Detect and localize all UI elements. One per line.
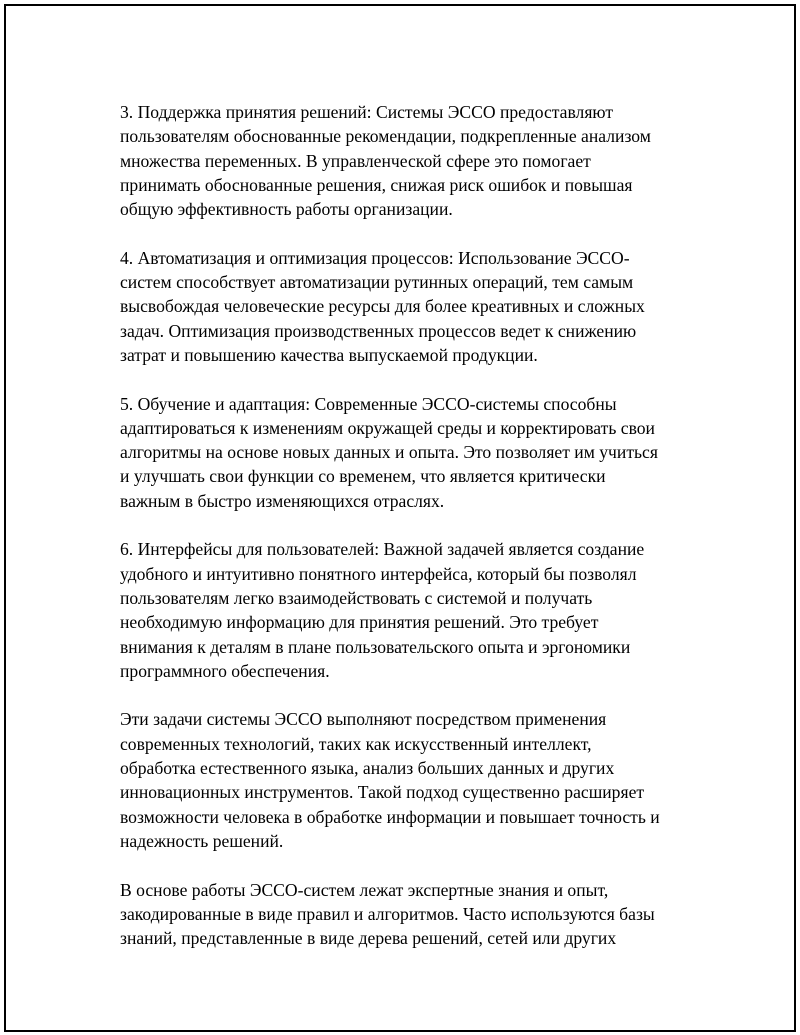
- text-line: знаний, представленные в виде дерева решений, сетей или других: [120, 928, 617, 949]
- text-line: внимания к деталям в плане пользовательского опыта и эргономики: [120, 636, 631, 657]
- text-line: инновационных инструментов. Такой подход существенно расширяет: [120, 782, 645, 803]
- paragraph-learning: [120, 392, 700, 513]
- text-line: обработка естественного языка, анализ больших данных и других: [120, 758, 615, 779]
- text-line: алгоритмы на основе новых данных и опыта. Это позволяет им учиться: [120, 442, 658, 463]
- text-line: адаптироваться к изменениям окружащей среды и корректировать свои: [120, 417, 655, 438]
- text-line: пользователям обоснованные рекомендации, подкрепленные анализом: [120, 126, 651, 147]
- text-line: удобного и интуитивно понятного интерфейса, который бы позволял: [120, 563, 637, 584]
- text-line: задач. Оптимизация производственных процессов ведет к снижению: [120, 320, 637, 341]
- text-line: принимать обоснованные решения, снижая риск ошибок и повышая: [120, 174, 633, 195]
- text-line: возможности человека в обработке информации и повышает точность и: [120, 806, 660, 827]
- text-line: 6. Интерфейсы для пользователей: Важной задачей является создание: [120, 539, 645, 560]
- text-line: множества переменных. В управленческой сфере это помогает: [120, 150, 591, 171]
- document-body: [120, 100, 700, 975]
- text-line: закодированные в виде правил и алгоритмов. Часто используются базы: [120, 903, 655, 924]
- paragraph-decision-support: [120, 100, 700, 221]
- text-line: надежность решений.: [120, 830, 284, 851]
- text-line: 4. Автоматизация и оптимизация процессов: Использование ЭССО-: [120, 247, 630, 268]
- text-line: необходимую информацию для принятия решений. Это требует: [120, 612, 599, 633]
- text-line: 3. Поддержка принятия решений: Системы ЭССО предоставляют: [120, 102, 614, 122]
- paragraph-interfaces: [120, 537, 700, 683]
- text-line: пользователям легко взаимодействовать с системой и получать: [120, 587, 593, 608]
- text-line: и улучшать свои функции со временем, что является критически: [120, 466, 606, 487]
- paragraph-expert-knowledge: [120, 878, 700, 951]
- paragraph-technologies: [120, 707, 700, 853]
- page-frame: [4, 4, 796, 1032]
- text-line: Эти задачи системы ЭССО выполняют посредством применения: [120, 709, 607, 730]
- text-line: современных технологий, таких как искусственный интеллект,: [120, 733, 592, 754]
- text-line: систем способствует автоматизации рутинных операций, тем самым: [120, 272, 634, 293]
- text-line: общую эффективность работы организации.: [120, 199, 453, 220]
- text-line: программного обеспечения.: [120, 660, 330, 681]
- paragraph-automation: [120, 246, 700, 367]
- text-line: В основе работы ЭССО-систем лежат экспертные знания и опыт,: [120, 879, 609, 900]
- text-line: важным в быстро изменяющихся отраслях.: [120, 490, 445, 511]
- text-line: 5. Обучение и адаптация: Современные ЭССО-системы способны: [120, 393, 617, 414]
- text-line: затрат и повышению качества выпускаемой продукции.: [120, 344, 538, 365]
- text-line: высвобождая человеческие ресурсы для более креативных и сложных: [120, 296, 645, 317]
